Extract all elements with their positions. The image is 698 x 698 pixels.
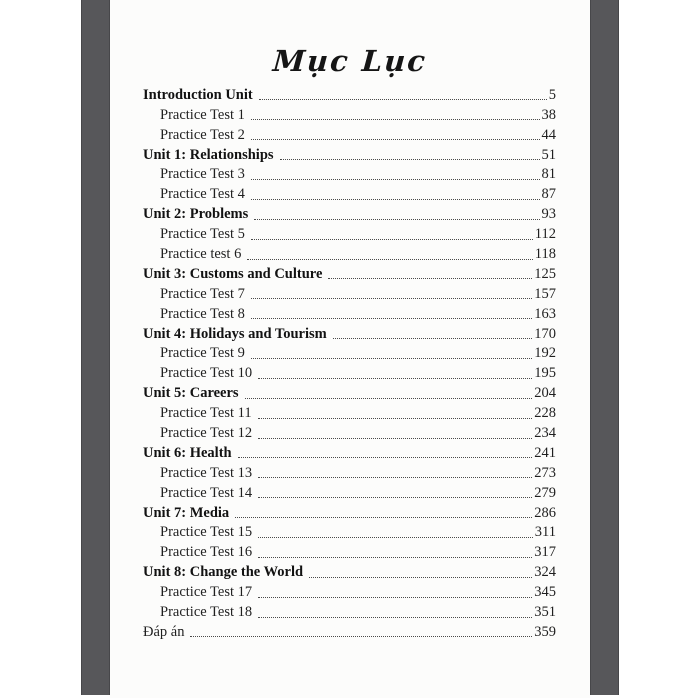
toc-entry bbox=[143, 463, 556, 483]
toc-entry-page: 118 bbox=[534, 246, 556, 263]
table-of-contents-page bbox=[110, 0, 590, 698]
toc-entry-label: Unit 8: Change the World bbox=[143, 564, 304, 581]
toc-entry-label: Practice Test 7 bbox=[160, 285, 245, 302]
toc-entry bbox=[143, 244, 556, 264]
toc-entry-label: Practice Test 5 bbox=[160, 226, 245, 243]
toc-leader-dots bbox=[251, 139, 540, 140]
toc-leader-dots bbox=[251, 199, 540, 200]
toc-entry bbox=[143, 224, 556, 244]
toc-leader-dots bbox=[258, 537, 533, 538]
toc-entry bbox=[143, 582, 556, 602]
toc-entry-label: Unit 1: Relationships bbox=[143, 146, 274, 163]
toc-leader-dots bbox=[258, 378, 532, 379]
toc-entry-page: 204 bbox=[534, 385, 556, 402]
toc-entry-page: 351 bbox=[534, 604, 556, 621]
toc-leader-dots bbox=[254, 219, 539, 220]
toc-leader-dots bbox=[251, 318, 532, 319]
toc-entry bbox=[143, 383, 556, 403]
toc-entry-page: 234 bbox=[534, 425, 556, 442]
toc-leader-dots bbox=[280, 159, 540, 160]
toc-leader-dots bbox=[235, 517, 532, 518]
toc-entry-label: Unit 7: Media bbox=[143, 504, 230, 521]
toc-leader-dots bbox=[258, 438, 532, 439]
toc-entry bbox=[143, 363, 556, 383]
toc-entry-label: Introduction Unit bbox=[143, 86, 253, 103]
toc-leader-dots bbox=[251, 239, 533, 240]
toc-entry-label: Practice Test 1 bbox=[160, 106, 245, 123]
toc-entry bbox=[143, 602, 556, 622]
toc-entry bbox=[143, 324, 556, 344]
toc-entry bbox=[143, 423, 556, 443]
toc-entry-label: Practice Test 11 bbox=[160, 405, 252, 422]
toc-entry-page: 93 bbox=[541, 206, 556, 223]
toc-entry-page: 241 bbox=[534, 444, 556, 461]
toc-entry-page: 195 bbox=[534, 365, 556, 382]
toc-entry-page: 317 bbox=[534, 544, 556, 561]
toc-entry-page: 311 bbox=[534, 524, 556, 541]
toc-entry bbox=[143, 503, 556, 523]
toc-leader-dots bbox=[333, 338, 533, 339]
toc-entry-label: Practice Test 2 bbox=[160, 126, 245, 143]
toc-entry bbox=[143, 542, 556, 562]
toc-entry-label: Practice Test 4 bbox=[160, 186, 245, 203]
toc-leader-dots bbox=[258, 418, 533, 419]
toc-entry-label: Practice Test 18 bbox=[160, 604, 253, 621]
toc-entry-label: Practice Test 16 bbox=[160, 544, 253, 561]
toc-entry-page: 51 bbox=[541, 146, 556, 163]
toc-entry-label: Practice Test 9 bbox=[160, 345, 245, 362]
toc-leader-dots bbox=[328, 278, 532, 279]
toc-entry-label: Practice Test 12 bbox=[160, 425, 253, 442]
toc-entry bbox=[143, 284, 556, 304]
toc-entry-label: Practice Test 14 bbox=[160, 484, 253, 501]
toc-entry-page: 279 bbox=[534, 484, 556, 501]
toc-entry-page: 157 bbox=[534, 285, 556, 302]
toc-entry-page: 345 bbox=[534, 584, 556, 601]
toc-entry-page: 44 bbox=[541, 126, 556, 143]
toc-entry-label: Unit 3: Customs and Culture bbox=[143, 265, 323, 282]
toc-entry-page: 170 bbox=[534, 325, 556, 342]
toc-leader-dots bbox=[258, 617, 532, 618]
toc-entry bbox=[143, 165, 556, 185]
right-shadow-bar bbox=[590, 0, 619, 695]
toc-entry-page: 112 bbox=[534, 226, 556, 243]
toc-entry bbox=[143, 125, 556, 145]
toc-leader-dots bbox=[309, 577, 532, 578]
toc-leader-dots bbox=[238, 457, 533, 458]
toc-entry-label: Unit 6: Health bbox=[143, 444, 232, 461]
toc-leader-dots bbox=[245, 398, 533, 399]
toc-entry bbox=[143, 403, 556, 423]
toc-entry-page: 163 bbox=[534, 305, 556, 322]
toc-entry-page: 5 bbox=[548, 86, 556, 103]
toc-entry-label: Practice Test 10 bbox=[160, 365, 253, 382]
toc-entry-page: 81 bbox=[541, 166, 556, 183]
toc-entry-page: 38 bbox=[541, 106, 556, 123]
toc-entry bbox=[143, 483, 556, 503]
toc-entry bbox=[143, 85, 556, 105]
toc-entry-page: 87 bbox=[541, 186, 556, 203]
page-title: Mục Lục bbox=[271, 44, 429, 78]
toc-leader-dots bbox=[258, 597, 532, 598]
toc-entry-label: Practice test 6 bbox=[160, 246, 242, 263]
toc-leader-dots bbox=[259, 99, 547, 100]
toc-leader-dots bbox=[258, 497, 532, 498]
toc-entry-page: 273 bbox=[534, 464, 556, 481]
left-shadow-bar bbox=[81, 0, 110, 695]
toc-entry bbox=[143, 145, 556, 165]
toc-entry-label: Practice Test 17 bbox=[160, 584, 253, 601]
toc-leader-dots bbox=[251, 179, 540, 180]
toc-entry-label: Practice Test 13 bbox=[160, 464, 253, 481]
toc-entry-label: Practice Test 8 bbox=[160, 305, 245, 322]
toc-entry-label: Practice Test 3 bbox=[160, 166, 245, 183]
toc-entry bbox=[143, 622, 556, 642]
toc-entry bbox=[143, 523, 556, 543]
toc-entry bbox=[143, 562, 556, 582]
toc-entry bbox=[143, 184, 556, 204]
toc-leader-dots bbox=[251, 298, 532, 299]
toc-entry-label: Practice Test 15 bbox=[160, 524, 253, 541]
toc-entry-label: Unit 2: Problems bbox=[143, 206, 249, 223]
toc-entry bbox=[143, 264, 556, 284]
toc-entry-label: Unit 4: Holidays and Tourism bbox=[143, 325, 327, 342]
toc-entry-page: 125 bbox=[534, 265, 556, 282]
toc-entry bbox=[143, 105, 556, 125]
toc-entry-page: 192 bbox=[534, 345, 556, 362]
toc-entry-page: 228 bbox=[534, 405, 556, 422]
toc-leader-dots bbox=[258, 477, 532, 478]
toc-leader-dots bbox=[247, 259, 532, 260]
toc-leader-dots bbox=[251, 358, 532, 359]
toc-entry-page: 359 bbox=[534, 623, 556, 640]
toc-entry-label: Đáp án bbox=[143, 623, 185, 640]
toc-leader-dots bbox=[190, 636, 532, 637]
toc-entry bbox=[143, 443, 556, 463]
toc-list bbox=[143, 85, 556, 642]
toc-entry-page: 286 bbox=[534, 504, 556, 521]
toc-entry bbox=[143, 344, 556, 364]
toc-entry-label: Unit 5: Careers bbox=[143, 385, 239, 402]
toc-entry bbox=[143, 304, 556, 324]
toc-leader-dots bbox=[258, 557, 532, 558]
toc-entry bbox=[143, 204, 556, 224]
toc-leader-dots bbox=[251, 119, 540, 120]
toc-entry-page: 324 bbox=[534, 564, 556, 581]
